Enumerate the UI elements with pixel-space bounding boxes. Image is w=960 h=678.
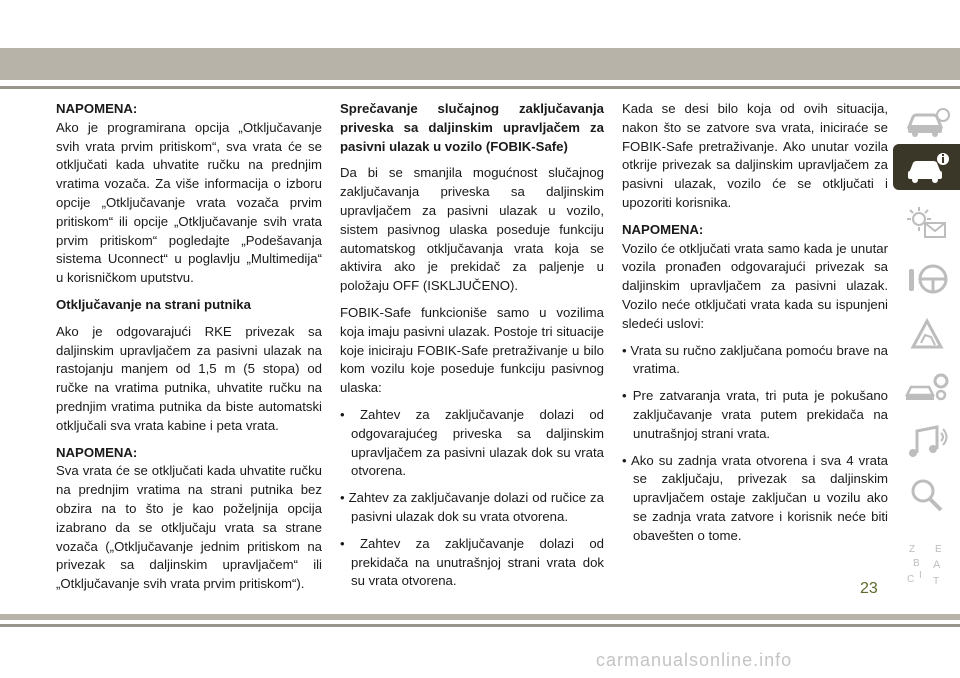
section-heading: Sprečavanje slučajnog zaključavanja priveska sa daljinskim upravljačem za pasivni ulazak u vozilo (FOBIK-Safe) — [340, 101, 604, 154]
car-key-info-icon — [903, 149, 951, 185]
search-magnifier-icon — [903, 477, 951, 513]
footer-rule — [0, 624, 960, 627]
bullet-list — [340, 406, 604, 591]
multimedia-music-icon — [903, 423, 951, 459]
list-item: • Pre zatvaranja vrata, tri puta je pokušano zaključavanje vrata putem prekidača na unutrašnjoj strani vrata. — [622, 387, 888, 443]
paragraph: FOBIK-Safe funkcioniše samo u vozilima koja imaju pasivni ulazak. Postoje tri situacije koje iniciraju FOBIK-Safe pretraživanje u bilo kom vozilu koje poseduje funkciju pasivnog ulaska: — [340, 304, 604, 396]
car-info-icon — [903, 103, 951, 139]
list-item: • Vrata su ručno zaključana pomoću brave na vratima. — [622, 342, 888, 380]
list-item: • Zahtev za zaključavanje dolazi od odgovarajućeg priveska sa daljinskim upravljačem za pasivni ulazak dok su vrata otvorena. — [340, 406, 604, 481]
header-band — [0, 48, 960, 80]
car-gears-icon — [903, 369, 951, 405]
page-number: 23 — [860, 580, 878, 597]
column-right — [622, 100, 888, 554]
tab-roadside[interactable] — [893, 310, 960, 356]
index-letter: I — [918, 570, 922, 581]
list-item: • Zahtev za zaključavanje dolazi od ručice za pasivni ulazak dok su vrata otvorena. — [340, 489, 604, 527]
index-letter: C — [906, 574, 914, 585]
paragraph: Kada se desi bilo koja od ovih situacija, nakon što se zatvore sva vrata, iniciraće se FOBIK-Safe pretraživanje. Ako unutar vozila otkrije privezak sa daljinskim upravljačem za pasivni ulazak, vozilo će se otključati i upozoriti korisnika. — [622, 101, 888, 210]
tab-car-info[interactable] — [893, 98, 960, 144]
index-letter: Z — [908, 544, 915, 555]
column-middle — [340, 100, 604, 599]
tab-steering[interactable] — [893, 256, 960, 302]
header-rule — [0, 86, 960, 89]
tab-car-key-info[interactable] — [893, 144, 960, 190]
tab-index[interactable] — [893, 536, 960, 592]
tab-warning-lights[interactable] — [893, 200, 960, 246]
paragraph: Da bi se smanjila mogućnost slučajnog zaključavanja priveska sa daljinskim upravljačem za pasivni ulazak u vozilo, sistem pasivnog ulaska poseduje funkciju automatskog otključavanja vrata koja se aktivira ako je prekidač za paljenje u položaju OFF (ISKLJUČENO). — [340, 165, 604, 294]
index-letter: E — [934, 544, 942, 555]
watermark: carmanualsonline.info — [596, 650, 793, 670]
note-title: NAPOMENA: — [622, 221, 704, 237]
note-title: NAPOMENA: — [56, 444, 138, 460]
steering-wheel-icon — [903, 261, 951, 297]
note-text: Vozilo će otključati vrata samo kada je unutar vozila pronađen odgovarajući privezak sa daljinskim upravljačem za pasivni ulazak. Vozilo neće otključati vrata kada su ispunjeni sledeći uslovi: — [622, 240, 888, 331]
tab-maintenance[interactable] — [893, 364, 960, 410]
chapter-sidebar — [893, 96, 960, 606]
index-letter: T — [932, 576, 939, 586]
section-heading: Otključavanje na strani putnika — [56, 296, 251, 312]
tab-search[interactable] — [893, 472, 960, 518]
list-item: • Zahtev za zaključavanje dolazi od prekidača na unutrašnjoj strani vrata dok su vrata otvorena. — [340, 535, 604, 591]
column-left — [56, 100, 322, 602]
note-text: Ako je programirana opcija „Otključavanje svih vrata prvim pritiskom“, sva vrata će se otključati kada uhvatite ručku na prednjim vratima vozača. Za više informacija o izboru opcije „Otključavanje vrata vozača prvim pritiskom“ ili opcije „Otključavanje svih vrata prvim pritiskom“ pogledajte „Podešavanja sistema Uconnect“ u poglavlju „Multimedija“ u korisničkom uputstvu. — [56, 119, 322, 286]
footer-band — [0, 614, 960, 620]
index-letters-icon — [903, 542, 951, 586]
bullet-list — [622, 342, 888, 546]
list-item: • Ako su zadnja vrata otvorena i sva 4 vrata se zaključaju, privezak sa daljinskim upravljačem ostaje zaključan u vozilu ako se zadnja vrata zatvore i korisnik neće biti obavešten o tome. — [622, 452, 888, 546]
index-letter: B — [912, 558, 920, 569]
roadside-warning-icon — [903, 315, 951, 351]
index-letter: A — [932, 559, 940, 571]
tab-multimedia[interactable] — [893, 418, 960, 464]
note-title: NAPOMENA: — [56, 101, 138, 116]
warning-light-message-icon — [903, 205, 951, 241]
paragraph: Ako je odgovarajući RKE privezak sa daljinskim upravljačem za pasivni ulazak na rastojanju manjem od 1,5 m (5 stopa) od ručke na vratima putnika, uhvatite ručku na prednjim vratima putnika da biste automatski otključali sva vrata kabine i peta vrata. — [56, 323, 322, 433]
note-text: Sva vrata će se otključati kada uhvatite ručku na prednjim vratima na strani putnika bez obzira na to što je kao poželjnija opcija izabrano da se otključaju vrata sa strane vozača („Otključavanje jednim pritiskom na privezak sa daljinskim upravljačem“ ili „Otključavanje svih vrata prvim pritiskom“). — [56, 463, 322, 592]
